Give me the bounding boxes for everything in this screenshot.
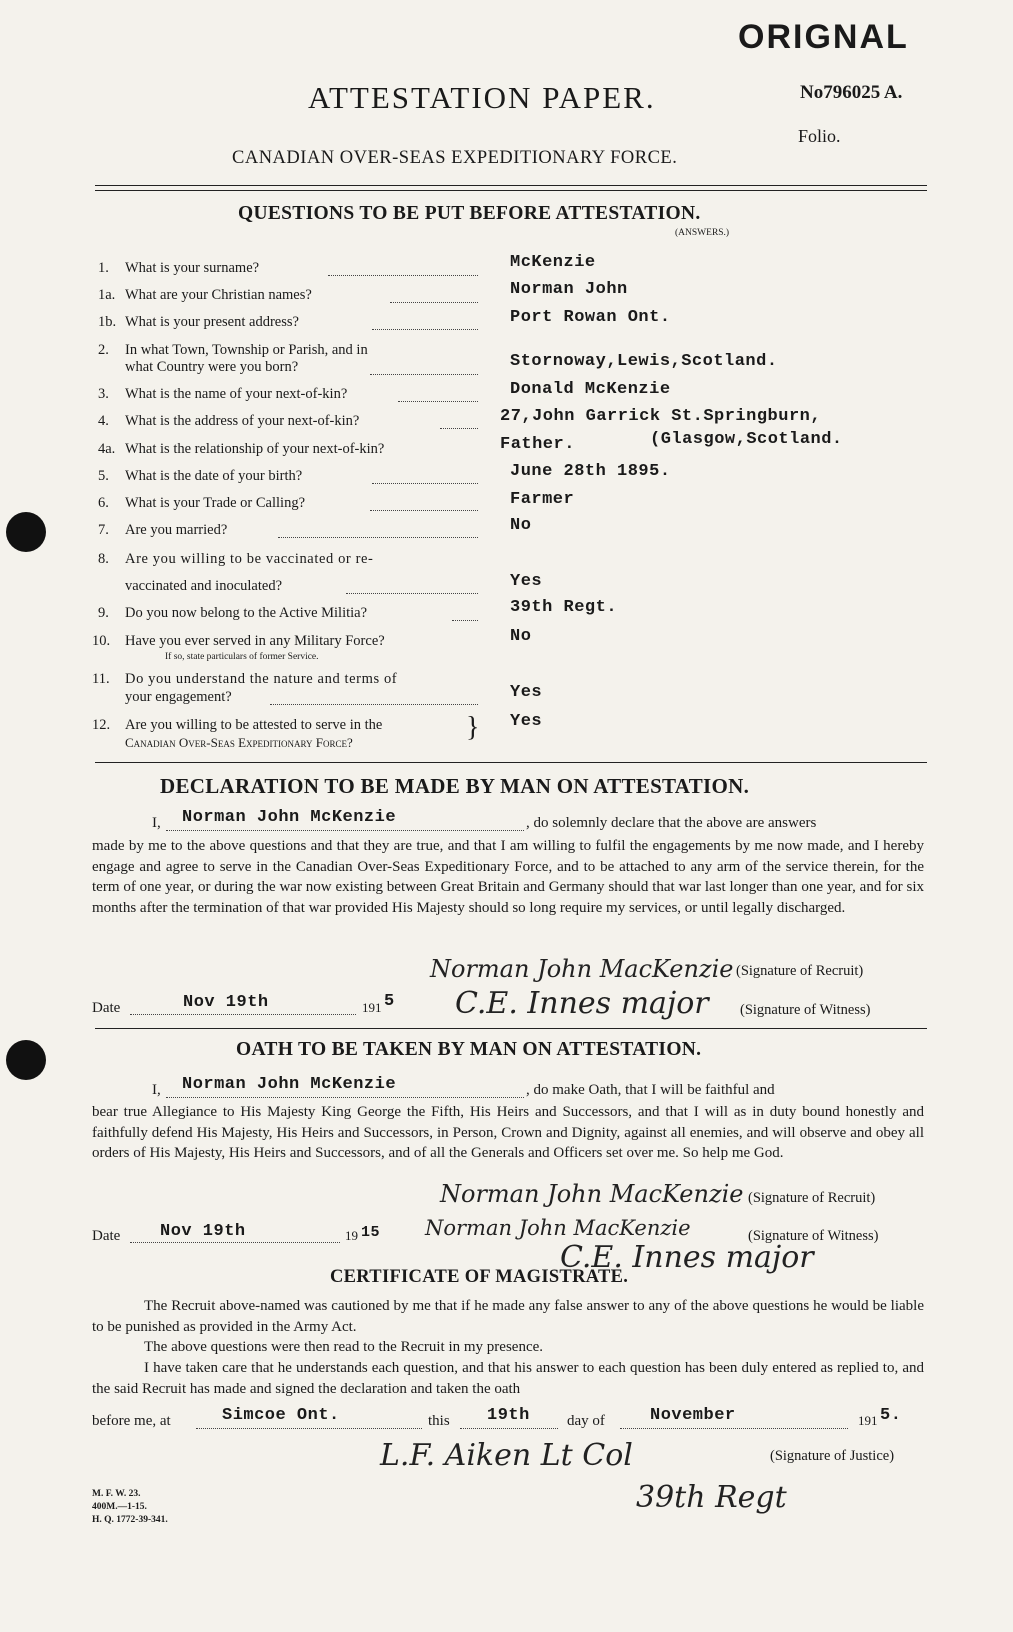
question-text: What are your Christian names? xyxy=(125,287,312,303)
question-text: Do you understand the nature and terms of xyxy=(125,671,398,687)
question-number: 11. xyxy=(92,671,110,687)
answer-present-address: Port Rowan Ont. xyxy=(510,308,671,327)
question-text: What is the date of your birth? xyxy=(125,468,303,484)
question-number: 10. xyxy=(92,633,111,649)
answer-birth-date: June 28th 1895. xyxy=(510,462,671,481)
answer-military-service: No xyxy=(510,627,532,646)
answer-vaccinated: Yes xyxy=(510,572,543,591)
declaration-name: Norman John McKenzie xyxy=(182,808,397,827)
answer-kin-relationship: Father. xyxy=(500,435,575,454)
header-divider-2 xyxy=(95,190,927,191)
question-text-cont: vaccinated and inoculated? xyxy=(125,578,283,594)
answer-kin-address-cont: (Glasgow,Scotland. xyxy=(650,430,843,449)
answer-trade: Farmer xyxy=(510,490,575,509)
question-text: What is your present address? xyxy=(125,314,299,330)
answer-christian-names: Norman John xyxy=(510,280,628,299)
question-number: 4a. xyxy=(98,441,116,457)
before-me-label: before me, at xyxy=(92,1413,171,1429)
question-text: Are you willing to be attested to serve in the xyxy=(125,717,383,733)
question-number: 1a. xyxy=(98,287,116,303)
answers-label: (ANSWERS.) xyxy=(675,228,730,238)
question-number: 2. xyxy=(98,342,109,358)
oath-body: bear true Allegiance to His Majesty King George the Fifth, His Heirs and Successors, and that I will as in duty bound honestly and faithfully defend His Majesty, His Heirs and Successors, in Person, Crown and Dignity, against all enemies, and will observe and obey all orders of His Majesty, His Heirs and Successors, and of all the Generals and Officers set over me. So help me God. xyxy=(92,1104,924,1161)
original-stamp: ORIGNAL xyxy=(738,18,909,56)
certificate-year-prefix: 191 xyxy=(858,1413,878,1428)
declaration-recruit-signature: Norman John MacKenzie xyxy=(430,955,734,983)
answer-birthplace: Stornoway,Lewis,Scotland. xyxy=(510,352,778,371)
this-label: this xyxy=(428,1413,450,1429)
question-number: 4. xyxy=(98,413,109,429)
question-text-cont: Canadian Over-Seas Expeditionary Force? xyxy=(125,735,353,750)
leader-dots xyxy=(270,704,478,705)
oath-name: Norman John McKenzie xyxy=(182,1075,397,1094)
header-divider xyxy=(95,185,927,186)
answer-understand-terms: Yes xyxy=(510,683,543,702)
unit-note-signature: 39th Regt xyxy=(636,1480,787,1515)
oath-year-prefix: 19 xyxy=(345,1228,358,1243)
question-text: What is the name of your next-of-kin? xyxy=(125,386,348,402)
form-code-2: 400M.—1-15. xyxy=(92,1502,147,1512)
certificate-year-suffix: 5. xyxy=(880,1406,902,1425)
certificate-p1: The Recruit above-named was cautioned by me that if he made any false answer to any of the above questions he would be liable to be punished as provided in the Army Act. xyxy=(92,1298,924,1335)
questions-heading: QUESTIONS TO BE PUT BEFORE ATTESTATION. xyxy=(238,203,701,224)
leader-dots xyxy=(620,1428,848,1429)
question-number: 1b. xyxy=(98,314,117,330)
oath-recruit-signature: Norman John MacKenzie xyxy=(440,1180,744,1208)
section-divider xyxy=(95,1028,927,1029)
certificate-place: Simcoe Ont. xyxy=(222,1406,340,1425)
declaration-year-suffix: 5 xyxy=(384,992,395,1011)
answer-militia: 39th Regt. xyxy=(510,598,618,617)
question-text: Are you willing to be vaccinated or re- xyxy=(125,551,374,567)
question-text-cont: your engagement? xyxy=(125,689,232,705)
leader-dots xyxy=(130,1242,340,1243)
section-divider xyxy=(95,762,927,763)
question-text: Are you married? xyxy=(125,522,228,538)
declaration-date: Nov 19th xyxy=(183,993,269,1012)
punch-hole-top xyxy=(6,512,46,552)
oath-date: Nov 19th xyxy=(160,1222,246,1241)
question-text: What is the relationship of your next-of-kin? xyxy=(125,441,385,457)
leader-dots xyxy=(372,483,478,484)
question-number: 8. xyxy=(98,551,109,567)
question-number: 3. xyxy=(98,386,109,402)
oath-prefix: I, xyxy=(152,1082,161,1098)
answer-willing-serve: Yes xyxy=(510,712,543,731)
recruit-sig-label: (Signature of Recruit) xyxy=(736,963,864,979)
declaration-witness-signature: C.E. Innes major xyxy=(455,986,709,1021)
justice-sig-label: (Signature of Justice) xyxy=(770,1448,895,1464)
question-number: 9. xyxy=(98,605,109,621)
answer-surname: McKenzie xyxy=(510,253,596,272)
question-text-cont: what Country were you born? xyxy=(125,359,299,375)
question-number: 7. xyxy=(98,522,109,538)
question-number: 12. xyxy=(92,717,111,733)
question-number: 1. xyxy=(98,260,109,276)
declaration-year-prefix: 191 xyxy=(362,1000,382,1015)
leader-dots xyxy=(346,593,478,594)
brace: } xyxy=(466,712,480,743)
oath-year-suffix: 15 xyxy=(361,1224,381,1241)
oath-heading: OATH TO BE TAKEN BY MAN ON ATTESTATION. xyxy=(236,1039,702,1060)
question-text: What is the address of your next-of-kin? xyxy=(125,413,360,429)
question-number: 5. xyxy=(98,468,109,484)
page-title: ATTESTATION PAPER. xyxy=(308,80,656,115)
leader-dots xyxy=(390,302,478,303)
leader-dots xyxy=(460,1428,558,1429)
question-text: What is your Trade or Calling? xyxy=(125,495,306,511)
declaration-prefix: I, xyxy=(152,815,161,831)
declaration-heading: DECLARATION TO BE MADE BY MAN ON ATTESTATION. xyxy=(160,774,750,798)
witness-sig-label: (Signature of Witness) xyxy=(740,1002,871,1018)
leader-dots xyxy=(166,1097,524,1098)
leader-dots xyxy=(452,620,478,621)
question-text: In what Town, Township or Parish, and in xyxy=(125,342,368,358)
oath-recruit-sig-label: (Signature of Recruit) xyxy=(748,1190,876,1206)
certificate-month: November xyxy=(650,1406,736,1425)
answer-next-of-kin: Donald McKenzie xyxy=(510,380,671,399)
oath-witness-sig-label: (Signature of Witness) xyxy=(748,1228,879,1244)
answer-kin-address: 27,John Garrick St.Springburn, xyxy=(500,407,822,426)
form-code-1: M. F. W. 23. xyxy=(92,1489,141,1499)
leader-dots xyxy=(370,510,478,511)
oath-line1: , do make Oath, that I will be faithful and xyxy=(526,1082,775,1098)
certificate-p3: I have taken care that he understands each question, and that his answer to each question has been duly entered as replied to, and the said Recruit has made and signed the declaration and taken the oath xyxy=(92,1360,924,1397)
question-text: What is your surname? xyxy=(125,260,260,276)
oath-witness-signature: Norman John MacKenzie xyxy=(425,1216,691,1240)
question-text: Do you now belong to the Active Militia? xyxy=(125,605,368,621)
date-label: Date xyxy=(92,1000,121,1016)
leader-dots xyxy=(130,1014,356,1015)
day-of-label: day of xyxy=(567,1413,605,1429)
certificate-day: 19th xyxy=(487,1406,530,1425)
leader-dots xyxy=(372,329,478,330)
folio-label: Folio. xyxy=(798,126,841,146)
declaration-line1: , do solemnly declare that the above are answers xyxy=(526,815,817,831)
question-number: 6. xyxy=(98,495,109,511)
answer-married: No xyxy=(510,516,532,535)
justice-signature: L.F. Aiken Lt Col xyxy=(380,1438,633,1473)
leader-dots xyxy=(328,275,478,276)
leader-dots xyxy=(398,401,478,402)
question-note: If so, state particulars of former Service. xyxy=(165,652,319,662)
magistrate-overlay-signature: C.E. Innes major xyxy=(560,1240,814,1275)
regimental-number: No796025 A. xyxy=(800,82,903,103)
declaration-body: made by me to the above questions and that they are true, and that I am willing to fulfil the engagements by me now made, and I hereby engage and agree to serve in the Canadian Over-Seas Expeditionary Force, and to be attached to any arm of the service therein, for the term of one year, or during the war now existing between Great Britain and Germany should that war last longer than one year, and for six months after the termination of that war provided His Majesty should so long require my services, or until legally discharged. xyxy=(92,838,924,916)
leader-dots xyxy=(166,830,524,831)
punch-hole-bottom xyxy=(6,1040,46,1080)
leader-dots xyxy=(440,428,478,429)
leader-dots xyxy=(196,1428,422,1429)
certificate-heading: CERTIFICATE OF MAGISTRATE. xyxy=(330,1267,629,1287)
certificate-p2: The above questions were then read to the Recruit in my presence. xyxy=(144,1339,544,1355)
page-subtitle: CANADIAN OVER-SEAS EXPEDITIONARY FORCE. xyxy=(232,148,678,168)
leader-dots xyxy=(278,537,478,538)
question-text: Have you ever served in any Military Force? xyxy=(125,633,385,649)
form-code-3: H. Q. 1772-39-341. xyxy=(92,1515,168,1525)
oath-date-label: Date xyxy=(92,1228,121,1244)
leader-dots xyxy=(370,374,478,375)
